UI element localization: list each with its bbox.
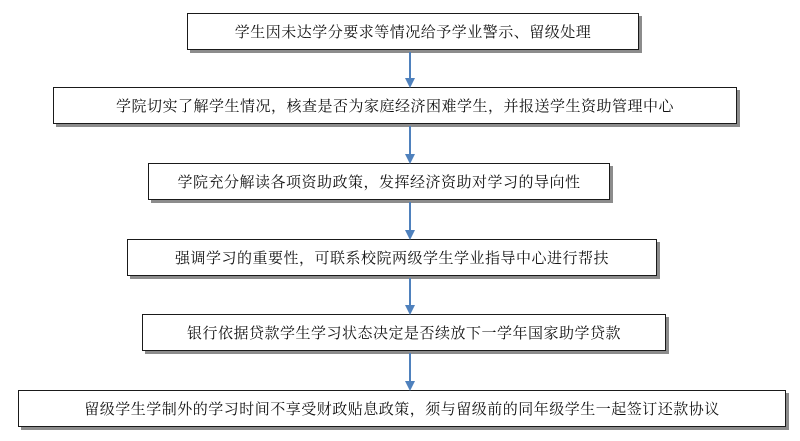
step-1-text: 学生因未达学分要求等情况给予学业警示、留级处理 bbox=[234, 23, 592, 41]
step-4-text: 强调学习的重要性，可联系校院两级学生学业指导中心进行帮扶 bbox=[174, 249, 609, 267]
step-2-text: 学院切实了解学生情况，核查是否为家庭经济困难学生，并报送学生资助管理中心 bbox=[115, 97, 674, 115]
step-5-text: 银行依据贷款学生学习状态决定是否续放下一学年国家助学贷款 bbox=[186, 324, 621, 342]
step-6-text: 留级学生学制外的学习时间不享受财政贴息政策，须与留级前的同年级学生一起签订还款协议 bbox=[84, 400, 720, 418]
step-3-text: 学院充分解读各项资助政策，发挥经济资助对学习的导向性 bbox=[177, 173, 581, 191]
